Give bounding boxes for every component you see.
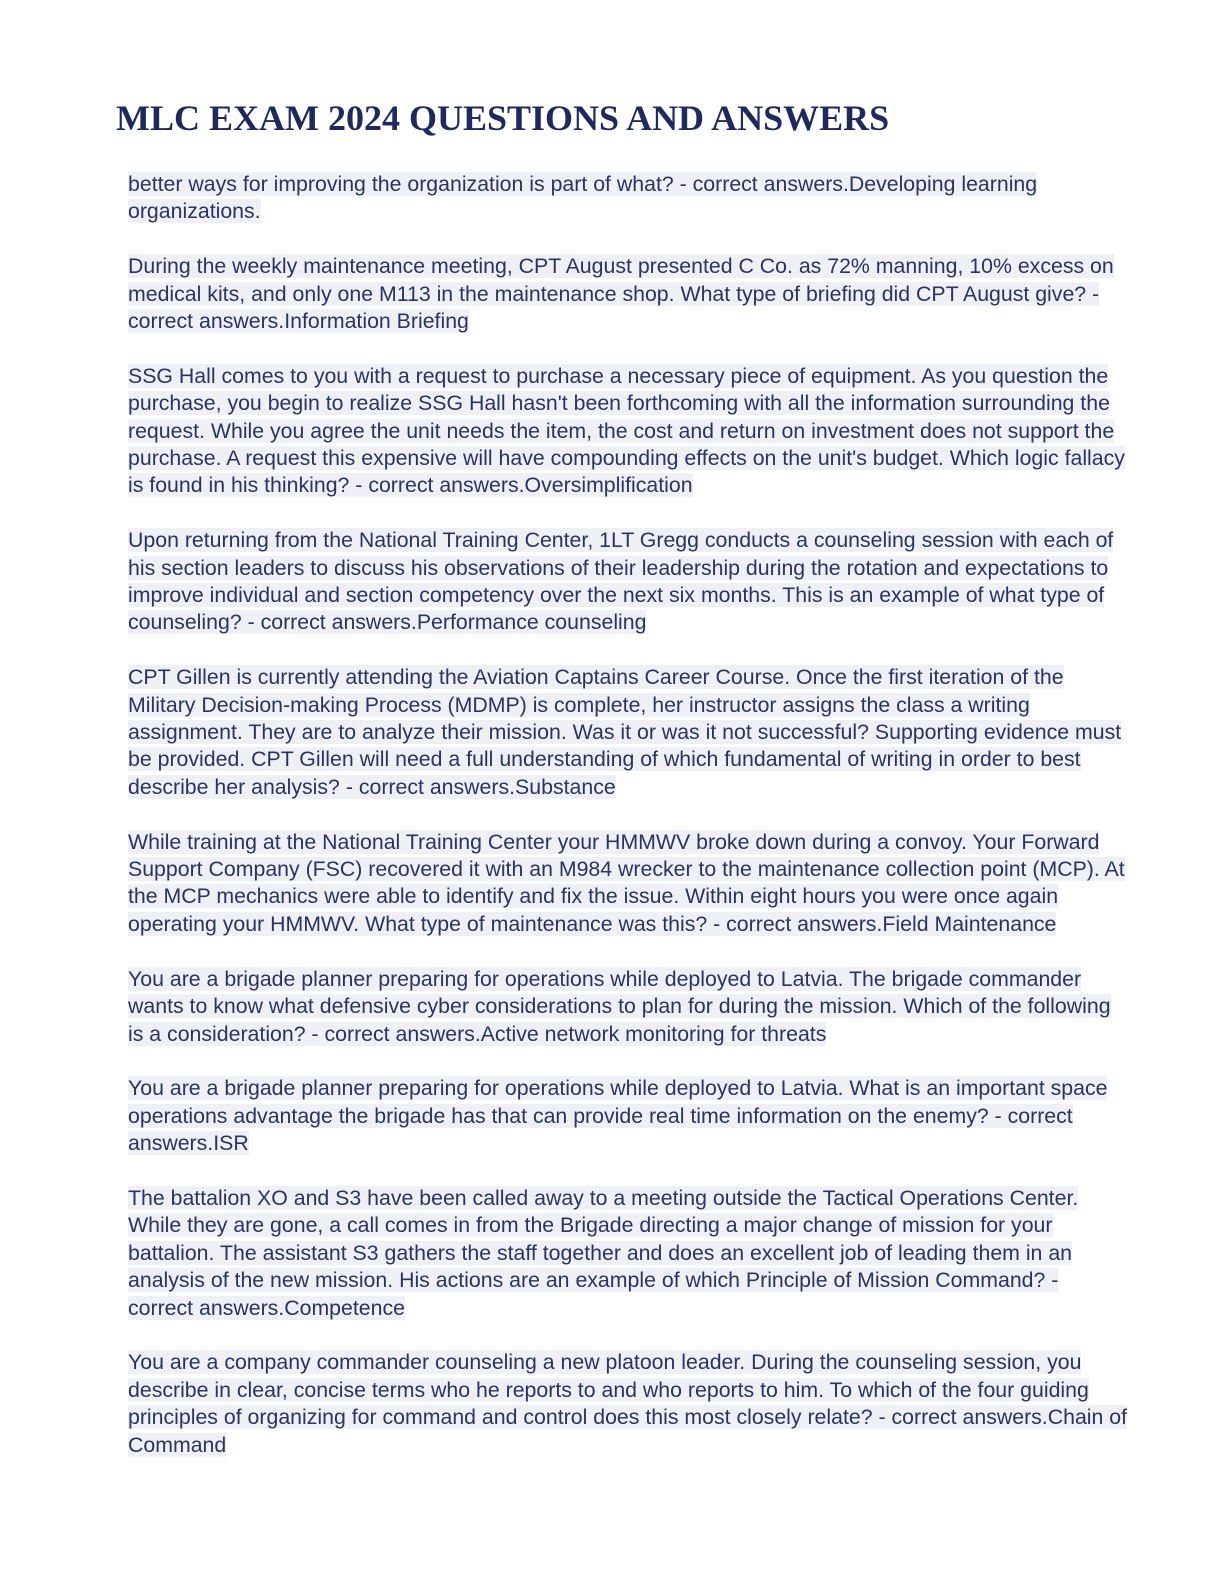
qa-text: Upon returning from the National Training Center, 1LT Gregg conducts a counseling session with each of his section leaders to discuss his observations of their leadership during the rotation and expectations to improve individual and section competency over the next six months. This is an example of what type of counseling? - correct answers.Performance counseling <box>128 528 1114 635</box>
qa-item <box>128 1349 1128 1459</box>
qa-item <box>128 664 1128 801</box>
qa-item <box>128 253 1128 335</box>
document-title: MLC EXAM 2024 QUESTIONS AND ANSWERS <box>116 98 890 138</box>
qa-text: You are a company commander counseling a new platoon leader. During the counseling session, you describe in clear, concise terms who he reports to and who reports to him. To which of the four guiding principles of organizing for command and control does this most closely relate? - correct answers.Chain of Command <box>128 1350 1128 1457</box>
qa-text: During the weekly maintenance meeting, CPT August presented C Co. as 72% manning, 10% excess on medical kits, and only one M113 in the maintenance shop. What type of briefing did CPT August give? - correct answers.Information Briefing <box>128 254 1114 334</box>
qa-item <box>128 363 1128 500</box>
qa-text: You are a brigade planner preparing for operations while deployed to Latvia. What is an important space operations advantage the brigade has that can provide real time information on the enemy? - correct answers.ISR <box>128 1076 1108 1156</box>
qa-text: While training at the National Training Center your HMMWV broke down during a convoy. Your Forward Support Company (FSC) recovered it with an M984 wrecker to the maintenance collection point (MCP). At the MCP mechanics were able to identify and fix the issue. Within eight hours you were once again operating your HMMWV. What type of maintenance was this? - correct answers.Field Maintenance <box>128 829 1125 936</box>
qa-item <box>128 1185 1128 1322</box>
qa-text: CPT Gillen is currently attending the Aviation Captains Career Course. Once the first iteration of the Military Decision-making Process (MDMP) is complete, her instructor assigns the class a writing assignment. They are to analyze their mission. Was it or was it not successful? Supporting evidence must be provided. CPT Gillen will need a full understanding of which fundamental of writing in order to best describe her analysis? - correct answers.Substance <box>128 665 1122 799</box>
qa-item <box>128 527 1128 637</box>
qa-text: SSG Hall comes to you with a request to purchase a necessary piece of equipment. As you question the purchase, you begin to realize SSG Hall hasn't been forthcoming with all the information surrounding the request. While you agree the unit needs the item, the cost and return on investment does not support the purchase. A request this expensive will have compounding effects on the unit's budget. Which logic fallacy is found in his thinking? - correct answers.Oversimplification <box>128 363 1125 498</box>
qa-text: The battalion XO and S3 have been called away to a meeting outside the Tactical Operations Center. While they are gone, a call comes in from the Brigade directing a major change of mission for your battalion. The assistant S3 gathers the staff together and does an excellent job of leading them in an analysis of the new mission. His actions are an example of which Principle of Mission Command? - correct answers.Competence <box>128 1185 1079 1320</box>
qa-item <box>128 829 1128 939</box>
qa-text: You are a brigade planner preparing for operations while deployed to Latvia. The brigade commander wants to know what defensive cyber considerations to plan for during the mission. Which of the following is a consideration? - correct answers.Active network monitoring for threats <box>128 966 1111 1046</box>
qa-list <box>128 171 1128 1486</box>
qa-item <box>128 171 1128 226</box>
qa-item <box>128 966 1128 1048</box>
qa-item <box>128 1075 1128 1157</box>
qa-text: better ways for improving the organization is part of what? - correct answers.Developing learning organizations. <box>128 172 1038 224</box>
